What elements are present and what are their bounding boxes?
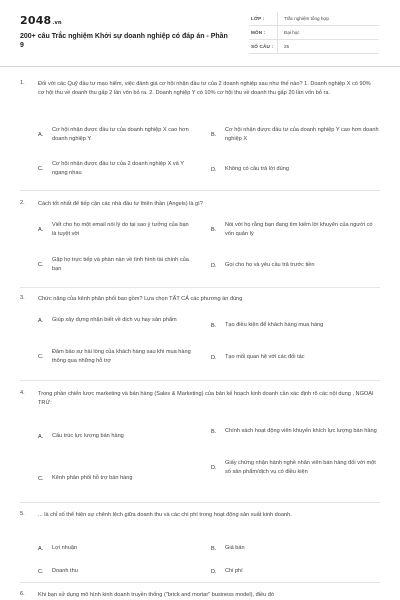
meta-key: SỐ CÂU :: [251, 44, 274, 49]
question-text: Trong phần chiến lược marketing và bán hàng (Sales & Marketing) của bản kế hoạch kinh doanh cần xác định rõ các nội dung , NGOẠI TRỪ:: [38, 391, 374, 407]
option-a[interactable]: [38, 432, 198, 441]
option-text: Nói với họ rằng bạn đang tìm kiếm lời khuyên của người có vốn quản lý: [225, 222, 373, 238]
option-text: Cơ hội nhận được đầu tư của 2 doanh nghiệp X và Y ngang nhau: [52, 161, 184, 177]
question-number: 2.: [20, 200, 25, 206]
option-c[interactable]: [38, 256, 198, 275]
option-text: Kênh phân phối hỗ trợ bán hàng: [52, 475, 133, 481]
option-letter: C.: [38, 475, 44, 482]
meta-key: LỚP :: [251, 16, 265, 21]
option-letter: D.: [211, 354, 217, 361]
option-letter: D.: [211, 262, 217, 269]
option-d[interactable]: [211, 353, 381, 362]
question-divider: [20, 380, 380, 381]
option-text: Gặp họ trực tiếp và phàn nàn về tình hình tài chính của bạn: [52, 257, 189, 273]
question-number: 1.: [20, 80, 25, 86]
option-text: Gọi cho họ và yêu cầu trả trước tiền: [225, 262, 315, 268]
option-a[interactable]: [38, 126, 198, 145]
option-a[interactable]: [38, 316, 198, 325]
option-d[interactable]: [211, 567, 381, 576]
page-header: [0, 0, 400, 64]
option-text: Chính sách hoạt động viên khuyến khích lực lượng bán hàng: [225, 428, 377, 434]
option-c[interactable]: [38, 348, 198, 367]
question-text: Cách tốt nhất để tiếp cận các nhà đầu tư thiên thần (Angels) là gì?: [38, 201, 203, 207]
option-letter: C.: [38, 262, 44, 269]
option-letter: A.: [38, 317, 44, 324]
meta-row-class: [249, 12, 379, 26]
question-number: 5.: [20, 511, 25, 517]
option-text: Tạo điều kiện để khách hàng mua hàng: [225, 322, 324, 328]
question-number: 3.: [20, 295, 25, 301]
option-d[interactable]: [211, 165, 381, 174]
option-letter: B.: [211, 545, 217, 552]
option-letter: B.: [211, 428, 217, 435]
meta-value: Trắc nghiệm tổng hợp: [277, 12, 329, 25]
question-divider: [20, 582, 380, 583]
option-d[interactable]: [211, 459, 381, 478]
option-text: Giấy chứng nhận hành nghề nhân viên bán hàng đối với một số sản phẩm/dịch vụ có điều kiện: [225, 460, 376, 476]
document-title: 200+ câu Trắc nghiệm Khởi sự doanh nghiệp có đáp án - Phần 9: [20, 33, 228, 49]
option-letter: A.: [38, 433, 44, 440]
question-text: Chức năng của kênh phân phối bao gồm? Lựa chọn TẤT CẢ các phương án đúng: [38, 296, 243, 302]
option-letter: B.: [211, 132, 217, 139]
option-text: Viết cho họ một email nói lý do tại sao ý tưởng của bạn là tuyệt vời: [52, 222, 189, 238]
option-c[interactable]: [38, 160, 198, 179]
option-b[interactable]: [211, 544, 381, 553]
option-letter: C.: [38, 166, 44, 173]
option-a[interactable]: [38, 544, 198, 553]
option-text: Doanh thu: [52, 568, 78, 574]
header-divider: [0, 66, 400, 67]
option-letter: A.: [38, 227, 44, 234]
option-c[interactable]: [38, 567, 198, 576]
meta-key: MÔN :: [251, 30, 266, 35]
meta-table: [249, 12, 379, 54]
option-letter: A.: [38, 132, 44, 139]
meta-row-subject: [249, 26, 379, 40]
option-d[interactable]: [211, 261, 381, 270]
option-letter: B.: [211, 322, 217, 329]
option-text: Tạo mối quan hệ với các đối tác: [225, 354, 305, 360]
option-letter: D.: [211, 166, 217, 173]
question-number: 6.: [20, 591, 25, 597]
logo-main: 2048: [20, 14, 52, 27]
option-text: Cơ hội nhận được đầu tư của doanh nghiệp Y cao hơn doanh nghiệp X: [225, 127, 379, 143]
question-divider: [20, 287, 380, 288]
option-c[interactable]: [38, 474, 198, 483]
question-text: Đối với các Quỹ đầu tư mạo hiểm, việc đánh giá cơ hội nhận đầu tư của 2 doanh nghiệp sau như thế nào? 1. Doanh nghiệp X có 90% cơ hội thu về doanh thu gấp 2 lần vốn bỏ ra. 2. Doanh nghiệp Y có 10% cơ hội thu về doanh thu gấp 20 lần vốn bỏ ra.: [38, 81, 371, 97]
site-logo[interactable]: [20, 14, 62, 27]
option-b[interactable]: [211, 126, 381, 145]
option-letter: D.: [211, 568, 217, 575]
option-text: Đảm bảo sự hài lòng của khách hàng sau khi mua hàng thông qua những hỗ trợ: [52, 349, 191, 365]
question-text: Khi bạn sử dụng mô hình kinh doanh truyền thống ("brick and mortar" business model), điều đó: [38, 592, 274, 598]
option-text: Không có câu trả lời đúng: [225, 166, 289, 172]
option-b[interactable]: [211, 221, 381, 240]
option-letter: B.: [211, 227, 217, 234]
meta-value: Đại học: [277, 26, 300, 39]
question-number: 4.: [20, 390, 25, 396]
question-divider: [20, 190, 380, 191]
option-letter: D.: [211, 465, 217, 472]
option-letter: C.: [38, 568, 44, 575]
question-text: ... là chỉ số thể hiện sự chênh lệch giữa doanh thu và các chi phí trong hoạt động sản xuất kinh doanh.: [38, 512, 292, 518]
question-divider: [20, 502, 380, 503]
option-b[interactable]: [211, 427, 381, 436]
meta-row-count: [249, 40, 379, 54]
option-text: Cấu trúc lực lượng bán hàng: [52, 433, 124, 439]
option-text: Chi phí: [225, 568, 243, 574]
option-text: Cơ hội nhận được đầu tư của doanh nghiệp X cao hơn doanh nghiệp Y: [52, 127, 189, 143]
meta-value: 25: [277, 40, 289, 53]
option-text: Lợi nhuận: [52, 545, 78, 551]
option-text: Giúp xây dựng nhận biết về dịch vụ hay sản phẩm: [52, 317, 177, 323]
option-a[interactable]: [38, 221, 198, 240]
option-text: Giá bán: [225, 545, 245, 551]
option-b[interactable]: [211, 321, 381, 330]
logo-suffix: .vn: [52, 20, 62, 26]
option-letter: A.: [38, 545, 44, 552]
option-letter: C.: [38, 354, 44, 361]
